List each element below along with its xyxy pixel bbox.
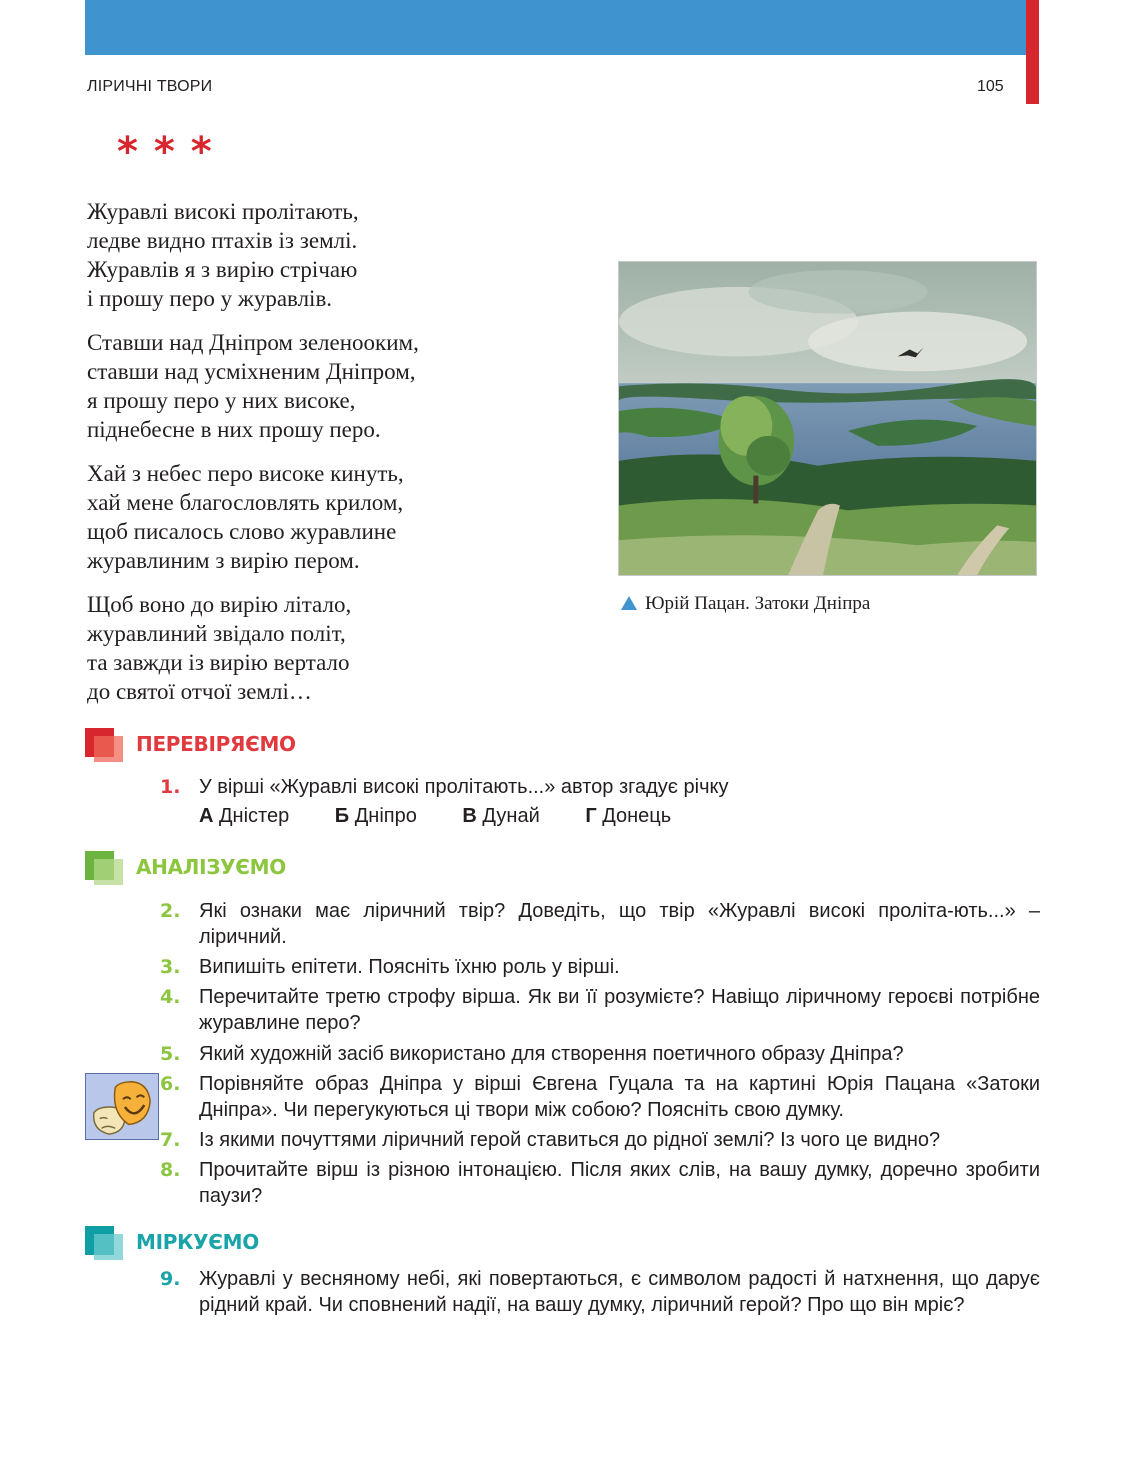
poem-line: Журавлі високі пролітають, [87,199,359,224]
answer-option[interactable] [585,803,671,829]
poem-line: ледве видно птахів із землі. [87,228,358,253]
option-letter: Б [334,805,350,827]
question-text: Випишіть епітети. Поясніть їхню роль у вірші. [199,956,620,978]
blue-triangle-icon [621,596,637,610]
question-item [160,1127,1040,1153]
question-item [160,1041,1040,1067]
answer-option[interactable] [199,803,289,829]
question-number: 6. [160,1073,181,1095]
question-text: Які ознаки має ліричний твір? Доведіть, що твір «Журавлі високі проліта-ють...» – ліричний. [199,900,1040,948]
header-band [85,0,1026,55]
poem-line: Журавлів я з вирію стрічаю [87,257,358,282]
question-item [160,1157,1040,1209]
question-text: Прочитайте вірш із різною інтонацією. Після яких слів, на вашу думку, доречно зробити паузи? [199,1159,1040,1207]
poem-stanza [87,197,547,313]
group-work-icon [86,1074,158,1139]
option-text: Дніпро [354,805,417,827]
question-number: 7. [160,1129,181,1151]
poem-line: я прошу перо у них високе, [87,388,356,413]
question-number: 2. [160,900,181,922]
question-text: Який художній засіб використано для створення поетичного образу Дніпра? [199,1043,904,1065]
question-number: 3. [160,956,181,978]
answer-option[interactable] [462,803,539,829]
section-square-shadow [94,736,123,762]
question-item [160,984,1040,1036]
section-title: АНАЛІЗУЄМО [136,855,286,879]
poem-line: Хай з небес перо високе кинуть, [87,461,404,486]
option-text: Дунай [482,805,540,827]
question-number: 5. [160,1043,181,1065]
question-item [160,1071,1040,1123]
question-text: Порівняйте образ Дніпра у вірші Євгена Гуцала та на картині Юрія Пацана «Затоки Дніпра». Чи перегукуються ці твори між собою? Поясніть свою думку. [199,1073,1040,1121]
page-number: 105 [977,78,1004,95]
poem-stanza [87,590,547,706]
page-marker [1026,0,1039,104]
poem-line: і прошу перо у журавлів. [87,286,333,311]
poem-line: щоб писалось слово журавлине [87,519,397,544]
question-item [160,1266,1040,1318]
poem-line: піднебесне в них прошу перо. [87,417,381,442]
option-text: Донець [602,805,672,827]
poem-line: до святої отчої землі… [87,679,312,704]
poem-line: хай мене благословлять крилом, [87,490,404,515]
section-title: МІРКУЄМО [136,1230,259,1254]
question-text: Із якими почуттями ліричний герой ставиться до рідної землі? Із чого це видно? [199,1129,941,1151]
section-square-shadow [94,1234,123,1260]
poem-line: журавлиний звідало політ, [87,621,346,646]
question-number: 4. [160,986,181,1008]
running-head: ЛІРИЧНІ ТВОРИ [87,78,213,95]
question-item [160,898,1040,950]
figure-caption [621,593,870,615]
question-text: Перечитайте третю строфу вірша. Як ви її розумієте? Навіщо ліричному героєві потрібне журавлине перо? [199,986,1040,1034]
question-number: 1. [160,776,181,798]
poem-line: та завжди із вирію вертало [87,650,350,675]
option-text: Дністер [219,805,290,827]
poem-line: Щоб воно до вирію літало, [87,592,352,617]
option-letter: В [462,805,477,827]
answer-options [199,803,711,829]
painting-image [618,261,1037,576]
poem-line: журавлиним з вирію пером. [87,548,360,573]
poem-stanza [87,459,547,575]
question-number: 8. [160,1159,181,1181]
answer-option[interactable] [335,803,417,829]
question-item [160,774,1040,800]
stanza-ornament: * * * [117,129,213,175]
question-item [160,954,1040,980]
question-text: У вірші «Журавлі високі пролітають...» автор згадує річку [199,776,729,798]
caption-text: Юрій Пацан. Затоки Дніпра [645,593,871,614]
section-square-shadow [94,859,123,885]
theatre-masks-icon [85,1073,159,1140]
poem [87,197,547,721]
question-number: 9. [160,1268,181,1290]
section-title: ПЕРЕВІРЯЄМО [136,732,296,756]
option-letter: Г [585,805,597,827]
landscape-painting [619,262,1036,575]
question-text: Журавлі у весняному небі, які повертаються, є символом радості й натхнення, що дарує рідний край. Чи сповнений надії, на вашу думку, ліричний герой? Про що він мріє? [199,1268,1040,1316]
poem-line: ставши над усміхненим Дніпром, [87,359,416,384]
poem-stanza [87,328,547,444]
option-letter: А [199,805,214,827]
poem-line: Ставши над Дніпром зеленооким, [87,330,419,355]
